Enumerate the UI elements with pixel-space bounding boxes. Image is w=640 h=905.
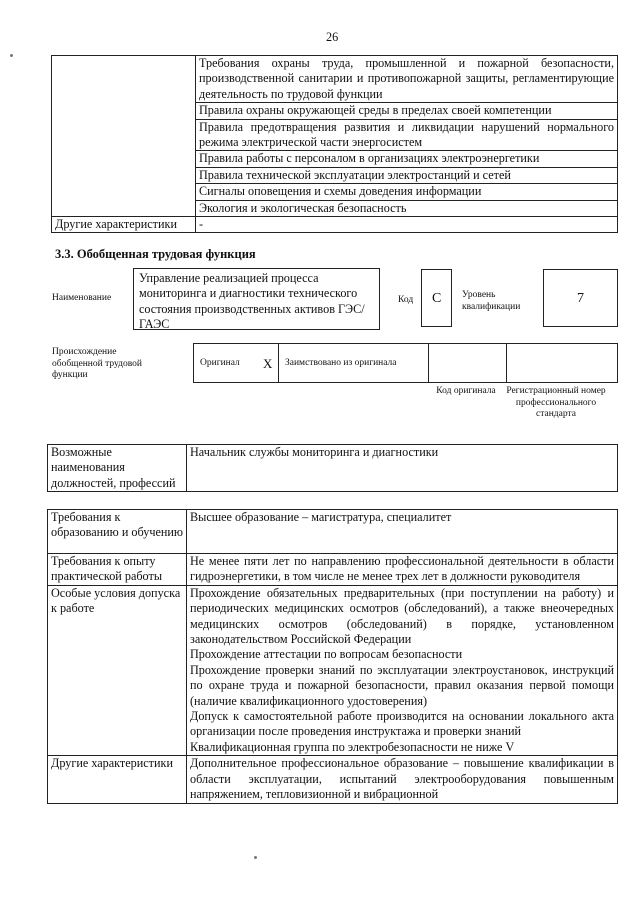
- borrowed-label: Заимствовано из оригинала: [285, 358, 397, 368]
- reg-number-label: Регистрационный номер профессионального стандарта: [506, 386, 606, 419]
- other-characteristics-label: Другие характеристики: [48, 756, 187, 803]
- experience-value: Не менее пяти лет по направлению профессиональной деятельности в области гидроэнергетики, в том числе не менее трех лет в должности руководителя: [187, 554, 618, 586]
- other-characteristics-value: Дополнительное профессиональное образование – повышение квалификации в области эксплуатации, испытаний электрооборудования повышенным напряжением, тепловизионной и вибрационной: [187, 756, 618, 803]
- scan-speck: [10, 54, 13, 57]
- knowledge-row: Экология и экологическая безопасность: [196, 200, 618, 216]
- knowledge-row: Правила технической эксплуатации электростанций и сетей: [196, 167, 618, 183]
- admission-item: Квалификационная группа по электробезопасности не ниже V: [190, 739, 515, 754]
- original-label: Оригинал: [200, 358, 240, 368]
- knowledge-row: Правила охраны окружающей среды в пределах своей компетенции: [196, 103, 618, 119]
- section-heading: 3.3. Обобщенная трудовая функция: [55, 247, 256, 261]
- admission-cell: [187, 585, 618, 755]
- level-value: 7: [577, 291, 584, 306]
- admission-item: Прохождение проверки знаний по эксплуатации электроустановок, инструкций по охране труда и пожарной безопасности, правил оказания первой помощи (наличие квалификационного удостоверения): [190, 662, 614, 708]
- page-number: 26: [326, 30, 339, 44]
- positions-value: Начальник службы мониторинга и диагностики: [187, 445, 618, 492]
- knowledge-table: [51, 55, 618, 233]
- admission-item: Прохождение аттестации по вопросам безопасности: [190, 647, 463, 662]
- level-box: [543, 269, 618, 327]
- knowledge-row: Правила предотвращения развития и ликвидации нарушений нормального режима электрической части энергосистем: [196, 119, 618, 151]
- origin-label: Происхождение обобщенной трудовой функции: [52, 347, 142, 380]
- admission-label: Особые условия допуска к работе: [48, 585, 187, 755]
- divider: [428, 344, 429, 382]
- divider: [278, 344, 279, 382]
- education-value: Высшее образование – магистратура, специалитет: [187, 510, 618, 554]
- function-name-value: Управление реализацией процесса мониторинга и диагностики технического состояния производственных активов ГЭС/ГАЭС: [139, 271, 365, 332]
- requirements-table: [47, 509, 618, 804]
- knowledge-table-empty-cell: [52, 56, 196, 217]
- code-box: [421, 269, 452, 327]
- divider: [506, 344, 507, 382]
- knowledge-row: Правила работы с персоналом в организациях электроэнергетики: [196, 151, 618, 167]
- origin-code-label: Код оригинала: [436, 386, 496, 396]
- knowledge-row: Требования охраны труда, промышленной и пожарной безопасности, производственной санитарии и противопожарной защиты, регламентирующие деятельность по трудовой функции: [196, 56, 618, 103]
- code-value: C: [432, 291, 442, 306]
- level-label-line-1: Уровень: [462, 290, 496, 300]
- other-characteristics-label: Другие характеристики: [52, 217, 196, 233]
- function-name-box: [133, 268, 380, 330]
- origin-box: [193, 343, 618, 383]
- code-label: Код: [398, 295, 414, 305]
- admission-item: Допуск к самостоятельной работе производится на основании локального акта организации после проведения инструктажа и проверки знаний: [190, 709, 614, 739]
- positions-label: Возможные наименования должностей, профессий: [48, 445, 187, 492]
- scan-speck: [254, 856, 257, 859]
- knowledge-row: Сигналы оповещения и схемы доведения информации: [196, 184, 618, 200]
- positions-table: [47, 444, 618, 492]
- other-characteristics-value: -: [196, 217, 618, 233]
- education-label: Требования к образованию и обучению: [48, 510, 187, 554]
- original-mark: X: [263, 356, 273, 371]
- name-label: Наименование: [52, 293, 112, 303]
- level-label-line-2: квалификации: [462, 302, 521, 312]
- admission-item: Прохождение обязательных предварительных (при поступлении на работу) и периодических медицинских осмотров (обследований), а также внеочередных медицинских осмотров (обследований) в порядке, установленном законодательством Российской Федерации: [190, 585, 614, 647]
- experience-label: Требования к опыту практической работы: [48, 554, 187, 586]
